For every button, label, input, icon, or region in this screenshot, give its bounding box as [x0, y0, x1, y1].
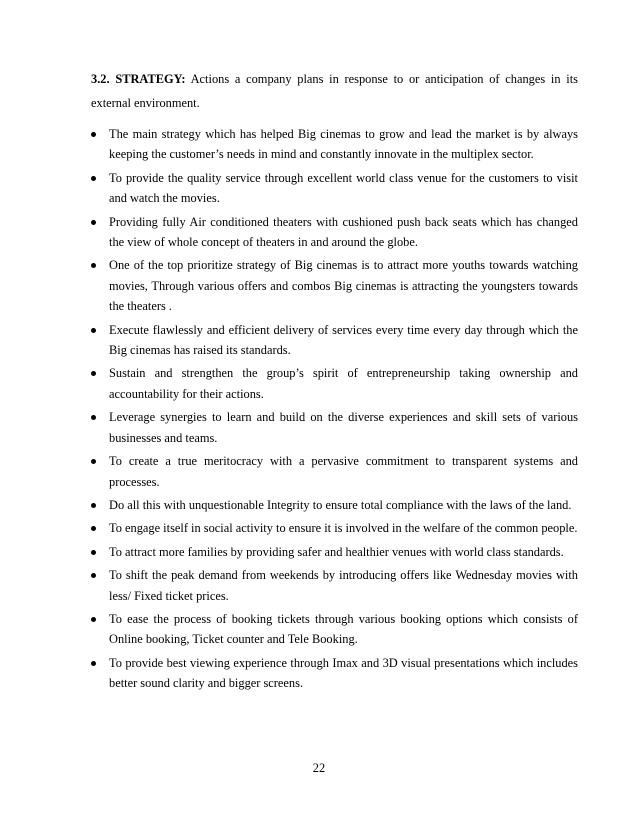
section-intro — [91, 68, 578, 115]
bullet-dot-icon — [91, 415, 96, 420]
bullet-dot-icon — [91, 176, 96, 181]
bullet-dot-icon — [91, 371, 96, 376]
bullet-item — [91, 542, 578, 562]
bullet-item — [91, 168, 578, 209]
section-intro-text: Actions a company plans in response to or anticipation of changes in its external environment. — [91, 72, 578, 110]
bullet-text: To ease the process of booking tickets through various booking options which consists of Online booking, Ticket counter and Tele Booking. — [109, 611, 578, 647]
bullet-item — [91, 363, 578, 404]
bullet-item — [91, 565, 578, 606]
bullet-text: One of the top prioritize strategy of Big cinemas is to attract more youths towards watching movies, Through various offers and combos Big cinemas is attracting the youngsters towards the theaters . — [109, 258, 578, 314]
bullet-item — [91, 495, 578, 515]
bullet-text: To engage itself in social activity to ensure it is involved in the welfare of the common people. — [109, 521, 578, 536]
bullet-item — [91, 255, 578, 316]
bullet-dot-icon — [91, 550, 96, 555]
bullet-text: To shift the peak demand from weekends by introducing offers like Wednesday movies with less/ Fixed ticket prices. — [109, 568, 578, 603]
bullet-text: Sustain and strengthen the group’s spirit of entrepreneurship taking ownership and accountability for their actions. — [109, 366, 578, 401]
section-heading: 3.2. STRATEGY: — [91, 72, 186, 86]
page-number: 22 — [312, 761, 326, 775]
bullet-dot-icon — [91, 573, 96, 578]
bullet-item — [91, 609, 578, 650]
bullet-text: To create a true meritocracy with a pervasive commitment to transparent systems and processes. — [109, 454, 578, 489]
bullet-text: Do all this with unquestionable Integrity to ensure total compliance with the laws of the land. — [109, 497, 572, 512]
bullet-dot-icon — [91, 220, 96, 225]
bullet-dot-icon — [91, 459, 96, 464]
bullet-dot-icon — [91, 617, 96, 622]
bullet-text: To provide the quality service through excellent world class venue for the customers to visit and watch the movies. — [109, 170, 578, 206]
bullet-item — [91, 212, 578, 253]
bullet-text: Leverage synergies to learn and build on the diverse experiences and skill sets of various businesses and teams. — [109, 410, 578, 445]
bullet-dot-icon — [91, 661, 96, 666]
bullet-item — [91, 518, 578, 538]
bullet-dot-icon — [91, 526, 96, 531]
bullet-dot-icon — [91, 328, 96, 333]
bullet-item — [91, 653, 578, 694]
bullet-item — [91, 451, 578, 492]
page-content — [91, 68, 578, 697]
bullet-text: Execute flawlessly and efficient delivery of services every time every day through which the Big cinemas has raised its standards. — [109, 322, 578, 358]
bullet-item — [91, 320, 578, 361]
bullet-dot-icon — [91, 503, 96, 508]
bullet-text: To provide best viewing experience through Imax and 3D visual presentations which includes better sound clarity and bigger screens. — [109, 655, 578, 691]
bullet-text: The main strategy which has helped Big cinemas to grow and lead the market is by always keeping the customer’s needs in mind and constantly innovate in the multiplex sector. — [109, 127, 578, 162]
strategy-bullet-list — [91, 124, 578, 694]
bullet-dot-icon — [91, 132, 96, 137]
bullet-text: To attract more families by providing safer and healthier venues with world class standards. — [109, 544, 564, 559]
bullet-item — [91, 124, 578, 165]
bullet-dot-icon — [91, 263, 96, 268]
bullet-text: Providing fully Air conditioned theaters with cushioned push back seats which has changed the view of whole concept of theaters in and around the globe. — [109, 214, 578, 250]
bullet-item — [91, 407, 578, 448]
